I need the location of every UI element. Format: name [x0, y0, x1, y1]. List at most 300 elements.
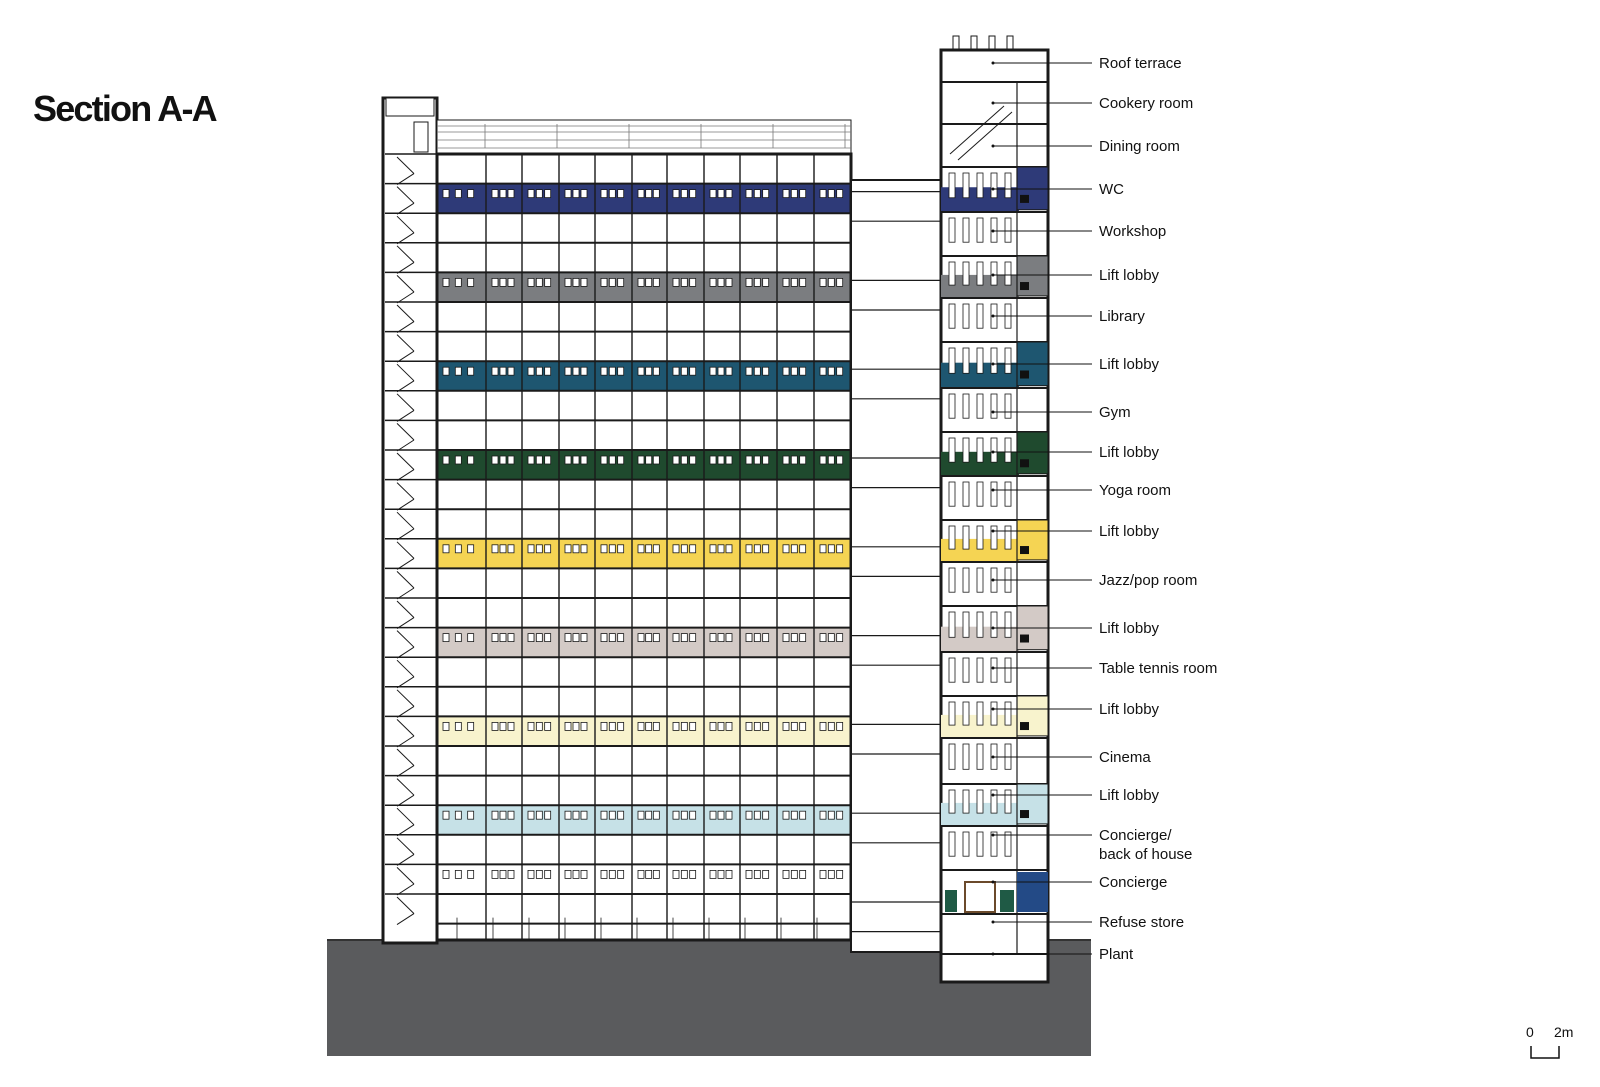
main-floor	[437, 716, 851, 746]
corridor-window	[618, 634, 624, 642]
corridor-window	[443, 634, 449, 642]
corridor-window	[681, 190, 687, 198]
main-floor	[437, 746, 851, 776]
corridor-window	[653, 811, 659, 819]
corridor-window	[508, 811, 514, 819]
corridor-window	[718, 870, 724, 878]
corridor-window	[545, 278, 551, 286]
corridor-window	[573, 722, 579, 730]
roof-vent	[953, 36, 959, 50]
corridor-window	[763, 278, 769, 286]
roof-vent	[971, 36, 977, 50]
lift-button	[1020, 635, 1029, 643]
corridor-window	[492, 278, 498, 286]
label-cinema-text: Cinema	[1099, 749, 1151, 766]
corridor-window	[690, 367, 696, 375]
balustrade	[949, 482, 955, 506]
balustrade	[963, 790, 969, 813]
corridor-window	[828, 811, 834, 819]
corridor-window	[468, 870, 474, 878]
corridor-window	[726, 545, 732, 553]
corridor-window	[783, 456, 789, 464]
balustrade	[949, 173, 955, 198]
corridor-window	[500, 870, 506, 878]
corridor-window	[468, 722, 474, 730]
label-lift-lobby-5-text: Lift lobby	[1099, 620, 1160, 637]
corridor-window	[601, 456, 607, 464]
corridor-window	[609, 190, 615, 198]
corridor-window	[581, 870, 587, 878]
corridor-window	[565, 545, 571, 553]
corridor-window	[500, 811, 506, 819]
corridor-window	[528, 722, 534, 730]
corridor-window	[673, 456, 679, 464]
balustrade	[991, 394, 997, 418]
corridor-window	[673, 190, 679, 198]
label-jazz-pop-room-text: Jazz/pop room	[1099, 572, 1198, 589]
corridor-window	[528, 278, 534, 286]
corridor-window	[646, 190, 652, 198]
corridor-window	[492, 722, 498, 730]
corridor-window	[573, 367, 579, 375]
label-lift-lobby-1-text: Lift lobby	[1099, 267, 1160, 284]
corridor-window	[763, 722, 769, 730]
balustrade	[1005, 348, 1011, 373]
corridor-window	[763, 870, 769, 878]
label-cookery-room-text: Cookery room	[1099, 95, 1194, 112]
label-concierge-back-of-house-text: back of house	[1099, 846, 1193, 863]
corridor-window	[508, 722, 514, 730]
corridor-window	[783, 634, 789, 642]
corridor-window	[837, 190, 843, 198]
corridor-window	[492, 634, 498, 642]
corridor-window	[710, 456, 716, 464]
corridor-window	[800, 634, 806, 642]
label-dining-room-text: Dining room	[1099, 138, 1180, 155]
main-floor	[437, 243, 851, 273]
corridor-window	[710, 278, 716, 286]
label-lift-lobby-7-text: Lift lobby	[1099, 787, 1160, 804]
corridor-window	[681, 634, 687, 642]
corridor-window	[837, 278, 843, 286]
link-bridge	[851, 180, 941, 952]
balustrade	[1005, 218, 1011, 242]
corridor-window	[800, 456, 806, 464]
corridor-window	[837, 722, 843, 730]
corridor-window	[573, 545, 579, 553]
balustrade	[963, 482, 969, 506]
corridor-window	[528, 456, 534, 464]
corridor-window	[618, 367, 624, 375]
corridor-window	[492, 367, 498, 375]
corridor-window	[646, 278, 652, 286]
corridor-window	[618, 545, 624, 553]
corridor-window	[468, 811, 474, 819]
balustrade	[963, 262, 969, 285]
corridor-window	[545, 456, 551, 464]
bridge-body	[851, 180, 941, 952]
corridor-window	[820, 367, 826, 375]
balustrade	[963, 394, 969, 418]
corridor-window	[573, 811, 579, 819]
corridor-window	[837, 634, 843, 642]
corridor-window	[820, 190, 826, 198]
corridor-window	[746, 545, 752, 553]
corridor-window	[690, 456, 696, 464]
scale-end: 2m	[1554, 1024, 1574, 1040]
corridor-window	[783, 722, 789, 730]
balustrade	[991, 438, 997, 462]
corridor-window	[690, 190, 696, 198]
balustrade	[949, 790, 955, 813]
corridor-window	[726, 367, 732, 375]
scale-start: 0	[1526, 1024, 1534, 1040]
corridor-window	[828, 722, 834, 730]
corridor-window	[726, 456, 732, 464]
corridor-window	[609, 870, 615, 878]
label-lift-lobby-3-text: Lift lobby	[1099, 444, 1160, 461]
corridor-window	[565, 278, 571, 286]
balustrade	[963, 658, 969, 682]
corridor-window	[536, 722, 542, 730]
corridor-window	[673, 634, 679, 642]
balustrade	[977, 304, 983, 328]
corridor-window	[763, 190, 769, 198]
corridor-window	[492, 870, 498, 878]
lift-button	[1020, 371, 1029, 379]
corridor-window	[746, 367, 752, 375]
corridor-window	[601, 634, 607, 642]
label-gym-text: Gym	[1099, 404, 1131, 421]
balustrade	[949, 394, 955, 418]
corridor-window	[754, 456, 760, 464]
main-floor	[437, 154, 851, 184]
balustrade	[963, 173, 969, 198]
concierge-door	[965, 882, 995, 912]
corridor-window	[536, 634, 542, 642]
corridor-window	[468, 190, 474, 198]
corridor-window	[754, 870, 760, 878]
corridor-window	[545, 811, 551, 819]
corridor-window	[791, 870, 797, 878]
label-refuse-store-text: Refuse store	[1099, 914, 1185, 931]
corridor-window	[726, 190, 732, 198]
corridor-window	[837, 811, 843, 819]
corridor-window	[710, 811, 716, 819]
corridor-window	[618, 811, 624, 819]
corridor-window	[618, 456, 624, 464]
corridor-window	[820, 722, 826, 730]
corridor-window	[609, 278, 615, 286]
corridor-window	[443, 278, 449, 286]
corridor-window	[536, 367, 542, 375]
corridor-window	[783, 367, 789, 375]
corridor-window	[455, 456, 461, 464]
corridor-window	[653, 634, 659, 642]
corridor-window	[726, 278, 732, 286]
balustrade	[991, 526, 997, 549]
balustrade	[949, 658, 955, 682]
corridor-window	[763, 545, 769, 553]
corridor-window	[565, 870, 571, 878]
roof-parapet	[437, 120, 851, 154]
corridor-window	[500, 634, 506, 642]
balustrade	[1005, 612, 1011, 637]
corridor-window	[791, 278, 797, 286]
corridor-window	[443, 722, 449, 730]
corridor-window	[609, 545, 615, 553]
corridor-window	[710, 545, 716, 553]
corridor-window	[646, 634, 652, 642]
corridor-window	[528, 811, 534, 819]
corridor-window	[754, 634, 760, 642]
corridor-window	[763, 634, 769, 642]
corridor-window	[791, 634, 797, 642]
corridor-window	[646, 722, 652, 730]
main-floor	[437, 332, 851, 362]
balustrade	[963, 438, 969, 462]
corridor-window	[565, 367, 571, 375]
corridor-window	[746, 811, 752, 819]
corridor-window	[618, 278, 624, 286]
corridor-window	[681, 456, 687, 464]
balustrade	[991, 612, 997, 637]
corridor-window	[746, 634, 752, 642]
corridor-window	[646, 456, 652, 464]
balustrade	[977, 262, 983, 285]
corridor-window	[492, 545, 498, 553]
corridor-window	[455, 722, 461, 730]
balustrade	[963, 526, 969, 549]
label-lift-lobby-4-text: Lift lobby	[1099, 523, 1160, 540]
balustrade	[1005, 658, 1011, 682]
corridor-window	[528, 870, 534, 878]
corridor-window	[710, 367, 716, 375]
balustrade	[977, 568, 983, 592]
corridor-window	[800, 278, 806, 286]
main-floor	[437, 628, 851, 658]
corridor-window	[581, 545, 587, 553]
corridor-window	[638, 634, 644, 642]
corridor-window	[828, 634, 834, 642]
corridor-window	[763, 456, 769, 464]
corridor-window	[791, 722, 797, 730]
corridor-window	[638, 278, 644, 286]
corridor-window	[783, 278, 789, 286]
balustrade	[949, 262, 955, 285]
balustrade	[977, 173, 983, 198]
corridor-window	[545, 367, 551, 375]
corridor-window	[646, 870, 652, 878]
balustrade	[977, 832, 983, 856]
corridor-window	[638, 456, 644, 464]
corridor-window	[528, 367, 534, 375]
corridor-window	[828, 190, 834, 198]
balustrade	[991, 173, 997, 198]
corridor-window	[754, 278, 760, 286]
corridor-window	[609, 367, 615, 375]
corridor-window	[726, 870, 732, 878]
corridor-window	[601, 367, 607, 375]
balustrade	[991, 790, 997, 813]
service-tower	[941, 36, 1048, 982]
corridor-window	[609, 634, 615, 642]
corridor-window	[754, 190, 760, 198]
balustrade	[949, 526, 955, 549]
corridor-window	[618, 722, 624, 730]
balustrade	[1005, 526, 1011, 549]
balustrade	[1005, 438, 1011, 462]
corridor-window	[638, 190, 644, 198]
lift-button	[1020, 722, 1029, 730]
stair-shaft	[383, 98, 437, 943]
corridor-window	[500, 190, 506, 198]
corridor-window	[718, 456, 724, 464]
corridor-window	[528, 545, 534, 553]
corridor-window	[646, 811, 652, 819]
corridor-window	[800, 870, 806, 878]
concierge-panel	[1000, 890, 1014, 912]
corridor-window	[601, 722, 607, 730]
corridor-window	[536, 811, 542, 819]
corridor-window	[726, 722, 732, 730]
corridor-window	[618, 870, 624, 878]
label-lift-lobby-2-text: Lift lobby	[1099, 356, 1160, 373]
corridor-window	[443, 190, 449, 198]
corridor-window	[828, 545, 834, 553]
balustrade	[949, 744, 955, 769]
corridor-window	[492, 190, 498, 198]
lift-core	[1017, 167, 1048, 210]
corridor-window	[638, 545, 644, 553]
corridor-window	[800, 367, 806, 375]
corridor-window	[508, 190, 514, 198]
balustrade	[1005, 262, 1011, 285]
corridor-window	[837, 367, 843, 375]
corridor-window	[681, 278, 687, 286]
corridor-window	[500, 722, 506, 730]
balustrade	[963, 568, 969, 592]
corridor-window	[536, 870, 542, 878]
corridor-window	[443, 545, 449, 553]
balustrade	[949, 612, 955, 637]
corridor-window	[545, 190, 551, 198]
corridor-window	[718, 811, 724, 819]
main-floor	[437, 805, 851, 835]
main-floor	[437, 598, 851, 628]
balustrade	[977, 744, 983, 769]
lift-core	[1017, 432, 1048, 474]
balustrade	[991, 348, 997, 373]
corridor-window	[820, 811, 826, 819]
corridor-window	[455, 870, 461, 878]
concierge-panel	[945, 890, 957, 912]
corridor-window	[492, 456, 498, 464]
corridor-window	[536, 456, 542, 464]
corridor-window	[545, 634, 551, 642]
main-floor	[437, 864, 851, 894]
corridor-window	[783, 545, 789, 553]
corridor-window	[455, 278, 461, 286]
roof-vent	[989, 36, 995, 50]
corridor-window	[690, 634, 696, 642]
corridor-window	[573, 456, 579, 464]
corridor-window	[455, 367, 461, 375]
corridor-window	[443, 811, 449, 819]
scale-mark	[1531, 1046, 1559, 1058]
corridor-window	[601, 545, 607, 553]
corridor-window	[718, 190, 724, 198]
corridor-window	[609, 722, 615, 730]
corridor-window	[710, 870, 716, 878]
corridor-window	[581, 367, 587, 375]
lift-button	[1020, 195, 1029, 203]
corridor-window	[500, 367, 506, 375]
corridor-window	[601, 870, 607, 878]
main-floor	[437, 272, 851, 302]
corridor-window	[492, 811, 498, 819]
balustrade	[977, 612, 983, 637]
corridor-window	[581, 456, 587, 464]
main-floor	[437, 391, 851, 421]
balustrade	[977, 348, 983, 373]
corridor-window	[565, 190, 571, 198]
main-floor	[437, 657, 851, 687]
corridor-window	[673, 722, 679, 730]
corridor-window	[601, 190, 607, 198]
corridor-window	[468, 545, 474, 553]
main-floor	[437, 894, 851, 924]
corridor-window	[638, 367, 644, 375]
corridor-window	[690, 722, 696, 730]
corridor-window	[710, 722, 716, 730]
corridor-window	[746, 722, 752, 730]
corridor-window	[837, 456, 843, 464]
corridor-window	[468, 367, 474, 375]
balustrade	[1005, 482, 1011, 506]
main-floor	[437, 539, 851, 569]
balustrade	[963, 218, 969, 242]
balustrade	[977, 218, 983, 242]
corridor-window	[468, 278, 474, 286]
balustrade	[963, 702, 969, 725]
corridor-window	[820, 278, 826, 286]
corridor-window	[581, 811, 587, 819]
balustrade	[1005, 790, 1011, 813]
lift-button	[1020, 282, 1029, 290]
corridor-window	[710, 190, 716, 198]
corridor-window	[673, 545, 679, 553]
corridor-window	[653, 870, 659, 878]
label-concierge-text: Concierge	[1099, 874, 1168, 891]
balustrade	[949, 832, 955, 856]
corridor-window	[455, 545, 461, 553]
corridor-window	[581, 278, 587, 286]
corridor-window	[837, 545, 843, 553]
balustrade	[977, 526, 983, 549]
corridor-window	[783, 811, 789, 819]
corridor-window	[528, 190, 534, 198]
corridor-window	[710, 634, 716, 642]
corridor-window	[673, 367, 679, 375]
corridor-window	[820, 870, 826, 878]
stair-tower	[383, 98, 437, 943]
lift-button	[1020, 546, 1029, 554]
corridor-window	[528, 634, 534, 642]
corridor-window	[690, 278, 696, 286]
balustrade	[1005, 173, 1011, 198]
corridor-window	[726, 811, 732, 819]
